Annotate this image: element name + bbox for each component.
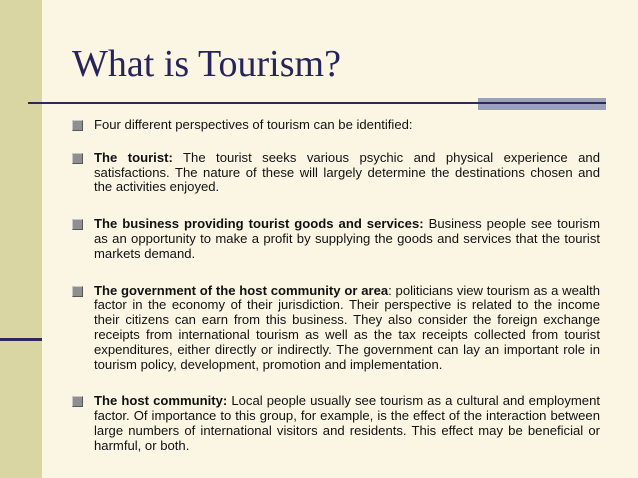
title-divider <box>28 102 478 104</box>
left-band-accent-line <box>0 338 42 341</box>
bullet-item-host-community <box>72 394 600 453</box>
square-bullet-icon <box>72 153 83 164</box>
square-bullet-icon <box>72 286 83 297</box>
title-accent-box <box>478 98 606 110</box>
square-bullet-icon <box>72 120 83 131</box>
bullet-item-government <box>72 284 600 373</box>
bullet-item-tourist <box>72 151 600 195</box>
bullet-text: : politicians view tourism as a wealth factor in the economy of their jurisdiction. Their perspective is related to the income their citizens can earn from this business. They also consider the foreign exchange receipts from international tourism as well as the tax receipts collected from tourist expenditures, either directly or indirectly. The government can lay an important role in tourism policy, development, promotion and implementation. <box>94 282 600 372</box>
bullet-lead: The business providing tourist goods and services: <box>94 216 424 232</box>
bullet-text: Local people usually see tourism as a cultural and employment factor. Of importance to this group, for example, is the effect of the interaction between large numbers of international visitors and residents. This effect may be beneficial or harmful, or both. <box>94 393 600 453</box>
bullet-item-business <box>72 217 600 261</box>
bullet-lead: The host community: <box>94 393 228 409</box>
bullet-text: Business people see tourism as an opportunity to make a profit by supplying the goods and services that the tourist markets demand. <box>94 216 600 261</box>
bullet-item-intro <box>72 118 600 133</box>
slide-title: What is Tourism? <box>72 43 341 85</box>
bullet-lead: The tourist: <box>94 149 173 165</box>
bullet-list <box>72 113 600 454</box>
bullet-text: The tourist seeks various psychic and physical experience and satisfactions. The nature of these will largely determine the destinations chosen and the activities enjoyed. <box>94 149 600 195</box>
square-bullet-icon <box>72 396 83 407</box>
square-bullet-icon <box>72 219 83 230</box>
bullet-text: Four different perspectives of tourism can be identified: <box>94 117 413 132</box>
left-decorative-band <box>0 0 42 478</box>
bullet-lead: The government of the host community or area <box>94 282 389 298</box>
title-accent-line <box>478 102 606 104</box>
